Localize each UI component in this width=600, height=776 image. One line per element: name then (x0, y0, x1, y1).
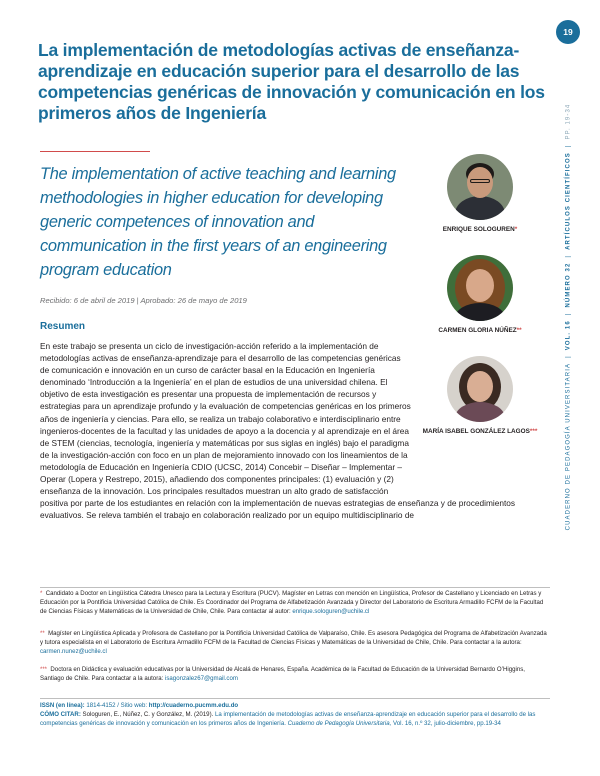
received-approved-dates: Recibido: 6 de abril de 2019 | Aprobado: 26 de mayo de 2019 (40, 296, 247, 305)
article-title: La implementación de metodologías activas de enseñanza-aprendizaje en educación superior para el desarrollo de las competencias genéricas de innovación y comunicación en los primeros años de Ingeniería (38, 40, 545, 123)
journal-number: NÚMERO 32 (565, 262, 572, 308)
abstract-heading: Resumen (40, 321, 86, 332)
journal-section: ARTÍCULOS CIENTÍFICOS (565, 152, 572, 250)
citation-divider (40, 698, 550, 699)
journal-volume: VOL. 16 (565, 320, 572, 351)
footnote-3: *** Doctora en Didáctica y evaluación educativas por la Universidad de Alcalá de Henares, España. Académica de la Facultad de Educación de la Universidad Bernardo O’Higgins, Santiago de Chile. Para contactar a la autora: isagonzalez67@gmail.com (40, 666, 525, 682)
author-card-1 (412, 154, 548, 233)
title-divider (40, 151, 150, 152)
page-number: 19 (563, 27, 573, 37)
citation-block: ISSN (en línea): 1814-4152 / Sitio web: http://cuaderno.pucmm.edu.do CÓMO CITAR: Sologuren, E., Núñez, C. y González, M. (2019). La implementación de metodologías activas de enseñanza-aprendizaje en educación superior para el desarrollo de las competencias genéricas de innovación y comunicación en los primeros años de Ingeniería. Cuaderno de Pedagogía Universitaria, Vol. 16, n.º 32, julio-diciembre, pp.19-34 (40, 702, 536, 727)
website-link[interactable]: http://cuaderno.pucmm.edu.do (148, 702, 239, 709)
journal-name: CUADERNO DE PEDAGOGÍA UNIVERSITARIA (565, 362, 572, 531)
footnote-divider (40, 587, 550, 588)
page-number-badge (556, 20, 580, 44)
issn: 1814-4152 (86, 702, 116, 709)
author-card-2 (412, 255, 548, 334)
author-email-link-1[interactable]: enrique.sologuren@uchile.cl (292, 607, 370, 615)
author-name-1: ENRIQUE SOLOGUREN* (442, 226, 518, 233)
author-email-link-3[interactable]: isagonzalez67@gmail.com (165, 674, 238, 682)
man-portrait-icon (447, 154, 513, 220)
author-name-3: MARÍA ISABEL GONZÁLEZ LAGOS*** (422, 428, 538, 435)
english-title: The implementation of active teaching and learning methodologies in higher education for developing generic competences of innovation and communication in the first years of an engineering program education (40, 165, 396, 279)
side-journal-label: CUADERNO DE PEDAGOGÍA UNIVERSITARIA|VOL. 16|NÚMERO 32|ARTÍCULOS CIENTÍFICOS|PP. 19-34 (565, 103, 572, 531)
author-email-link-2[interactable]: carmen.nunez@uchile.cl (40, 647, 107, 655)
footnote-1: * Candidato a Doctor en Lingüística Cátedra Unesco para la Lectura y Escritura (PUCV). Magíster en Letras con mención en Lingüística, Profesor de Castellano y Licenciado en Letras y Educación por la Pontificia Universidad Católica de Chile. Es Coordinador del Programa de Alfabetización Avanzada y Director del Laboratorio de Escritura Armadillo FCFM de la Facultad de Ciencias Físicas y Matemáticas de la Universidad de Chile, Chile. Para contactar al autor: enrique.sologuren@uchile.cl (40, 590, 544, 615)
author-name-2: CARMEN GLORIA NÚÑEZ** (438, 327, 522, 334)
journal-pages: PP. 19-34 (565, 103, 572, 140)
woman-portrait-icon (447, 255, 513, 321)
abstract-body: En este trabajo se presenta un ciclo de investigación-acción referido a la implementación de metodologías activas de enseñanza-aprendizaje para el desarrollo de las competencias genéricas de comunicación e innovación en un curso de carácter basal en la Educación en Ingeniería denominado ‘Introducción a la Ingeniería’ en el plan de estudios de una universidad chilena. El objetivo de esta investigación es presentar una propuesta de implementación de recursos y estrategias para un aprendizaje profundo y la evaluación de competencias genéricas en los primeros años de ingeniería y ciencias. Para ello, se realiza un trabajo colaborativo e interdisciplinario entre ingenieros-docentes de la facultad y las unidades de apoyo a la docencia y al aprendizaje en el área de STEM (ciencias, tecnología, ingeniería y matemáticas por sus siglas en inglés) bajo el paradigma de la investigación-acción con foco en un plan de mejoramiento innovado con los lineamientos de la metodología de Educación en Ingeniería CDIO (UCSC, 2014) Concebir – Diseñar – Implementar – Operar (Lopera y Restrepo, 2015), añadiendo dos componentes principales: (1) evaluación y (2) enseñanza de la innovación. Los principales resultados muestran un alto grado de satisfacción positiva por parte de los estudiantes en relación con la implementación de nuevas estrategias de enseñanza y de procedimientos evaluativos. Se releva también el trabajo en colaboración realizado por un equipo multidisciplinario de (40, 341, 516, 521)
footnote-2: ** Magíster en Lingüística Aplicada y Profesora de Castellano por la Pontificia Universidad Católica de Valparaíso, Chile. Es asesora Pedagógica del Programa de Alfabetización Avanzada y tutora especialista en el Laboratorio de Escritura Armadillo FCFM de la Facultad de Ciencias Físicas y Matemáticas de la Universidad de Chile, Chile. Para contactar a la autora: carmen.nunez@uchile.cl (40, 630, 547, 655)
